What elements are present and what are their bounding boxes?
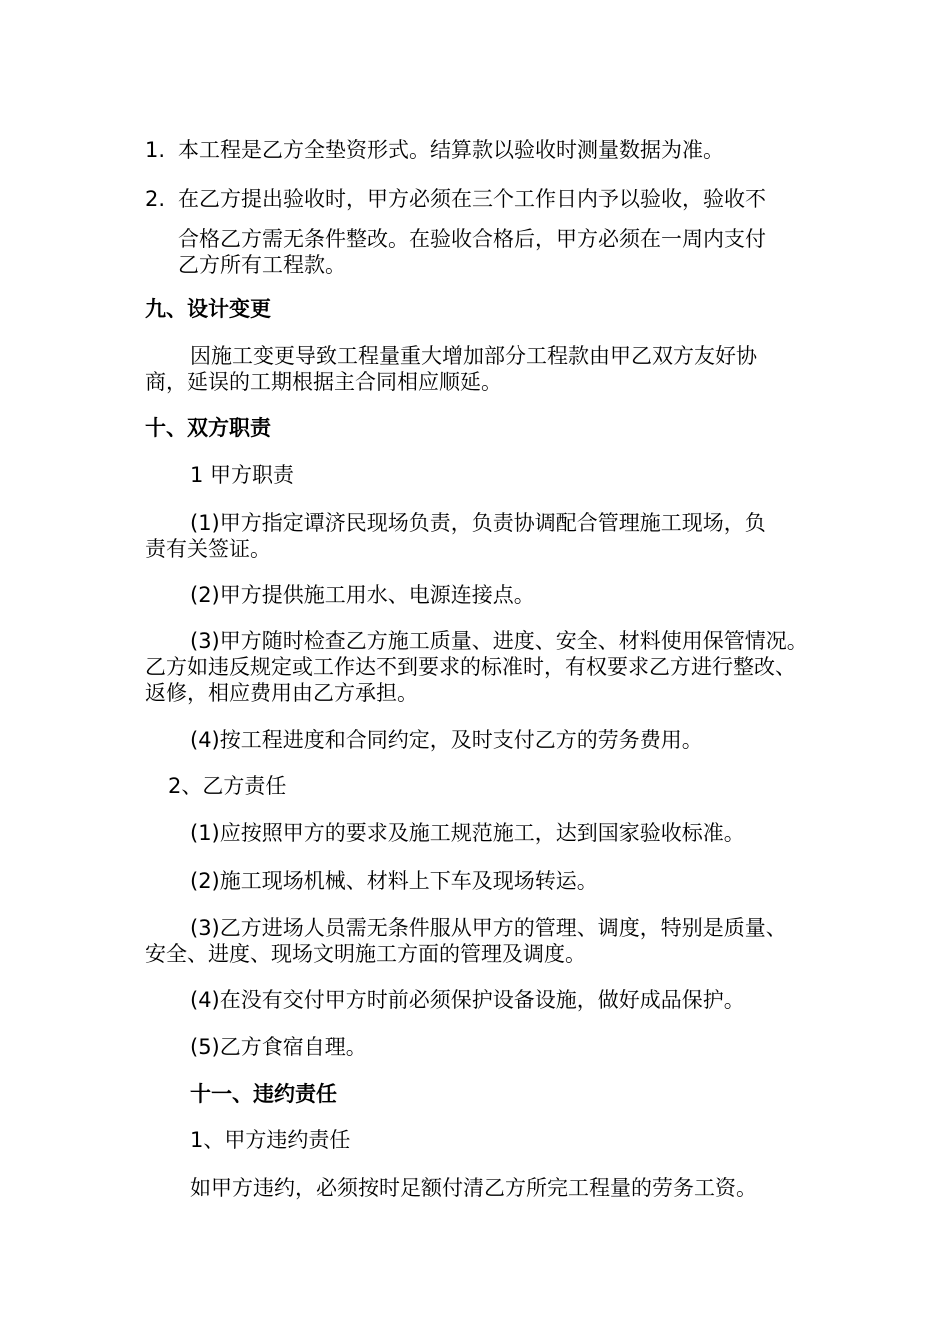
- list-item-text: 合格乙方需无条件整改。在验收合格后，甲方必须在一周内支付: [178, 227, 766, 251]
- paragraph-line: 责有关签证。: [145, 537, 271, 561]
- paragraph-line: (4)按工程进度和合同约定，及时支付乙方的劳务费用。: [190, 728, 703, 752]
- paragraph-line: (1)应按照甲方的要求及施工规范施工，达到国家验收标准。: [190, 821, 745, 845]
- list-item-text: 乙方所有工程款。: [178, 253, 346, 277]
- paragraph-line: (1)甲方指定谭济民现场负责，负责协调配合管理施工现场，负: [190, 511, 766, 535]
- subsection-title: 1 甲方职责: [190, 463, 295, 487]
- subsection-title: 2、乙方责任: [168, 774, 287, 798]
- section-heading: 十、双方职责: [145, 416, 271, 440]
- paragraph-line: 因施工变更导致工程量重大增加部分工程款由甲乙双方友好协: [190, 344, 757, 368]
- paragraph-line: (5)乙方食宿自理。: [190, 1035, 367, 1059]
- paragraph-line: (2)甲方提供施工用水、电源连接点。: [190, 583, 535, 607]
- paragraph-line: 如甲方违约，必须按时足额付清乙方所完工程量的劳务工资。: [190, 1176, 757, 1200]
- list-number: 1.: [145, 138, 166, 162]
- paragraph-line: 返修，相应费用由乙方承担。: [145, 681, 418, 705]
- list-item-text: 在乙方提出验收时，甲方必须在三个工作日内予以验收，验收不: [178, 187, 766, 211]
- paragraph-line: (3)乙方进场人员需无条件服从甲方的管理、调度，特别是质量、: [190, 916, 787, 940]
- list-item-text: 本工程是乙方全垫资形式。结算款以验收时测量数据为准。: [178, 138, 724, 162]
- paragraph-line: 商，延误的工期根据主合同相应顺延。: [145, 370, 502, 394]
- paragraph-line: (3)甲方随时检查乙方施工质量、进度、安全、材料使用保管情况。: [190, 629, 808, 653]
- paragraph-line: (2)施工现场机械、材料上下车及现场转运。: [190, 869, 598, 893]
- list-number: 2.: [145, 187, 166, 211]
- section-heading: 九、设计变更: [145, 297, 271, 321]
- subsection-title: 1、甲方违约责任: [190, 1128, 351, 1152]
- paragraph-line: 安全、进度、现场文明施工方面的管理及调度。: [145, 942, 586, 966]
- paragraph-line: (4)在没有交付甲方时前必须保护设备设施，做好成品保护。: [190, 988, 745, 1012]
- section-heading: 十一、违约责任: [190, 1082, 337, 1106]
- paragraph-line: 乙方如违反规定或工作达不到要求的标准时，有权要求乙方进行整改、: [145, 655, 796, 679]
